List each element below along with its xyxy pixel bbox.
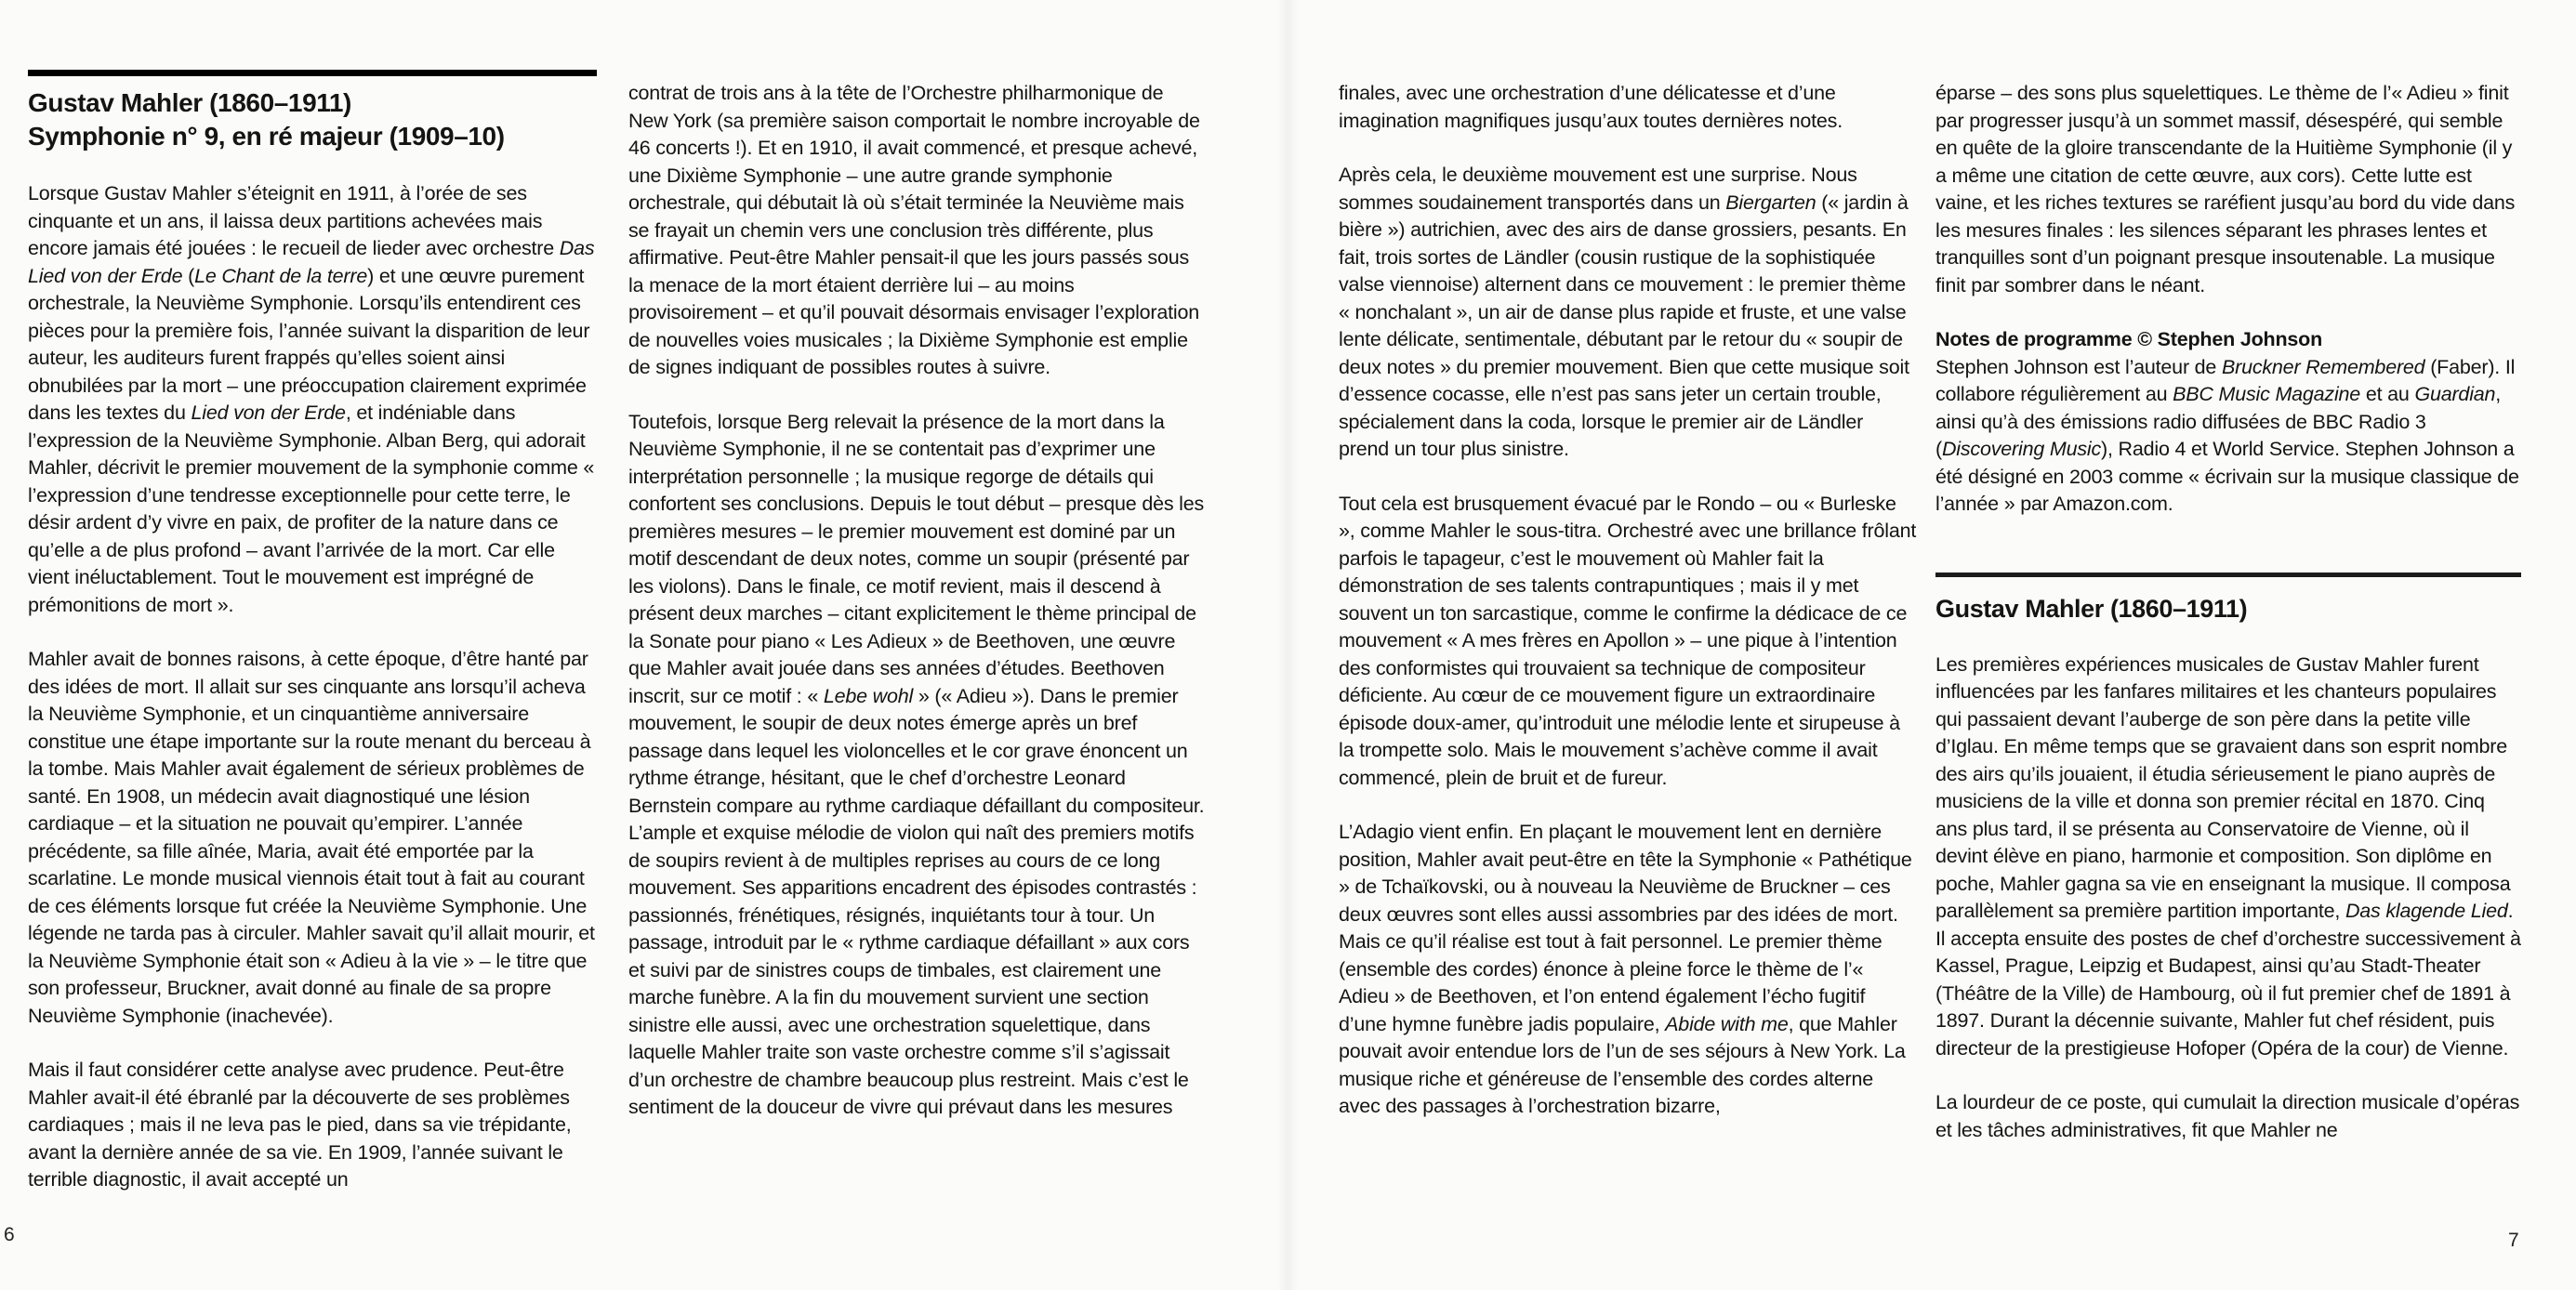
text-column-1 <box>28 70 597 1194</box>
separator-rule <box>1935 573 2521 577</box>
text-column-4 <box>1935 80 2521 1144</box>
body-paragraph: Tout cela est brusquement évacué par le Rondo – ou « Burleske », comme Mahler le sous-titra. Orchestré avec une brillance frôlant parfois le tapageur, c’est le mouvement où Mahler fait la démonstration de ses talents contrapuntiques ; mais il y met souvent un ton sarcastique, comme le confirme la dédicace de ce mouvement « A mes frères en Apollon » – une pique à l’intention des conformistes qui trouvaient sa technique de compositeur déficiente. Au cœur de ce mouvement figure un extraordinaire épisode doux-amer, qu’introduit une mélodie lente et sirupeuse à la trompette solo. Mais le mouvement s’achève comme il avait commencé, plein de bruit et de fureur. <box>1339 492 1917 789</box>
section-heading: Notes de programme © Stephen Johnson <box>1935 328 2323 350</box>
page-gutter <box>1277 0 1298 1290</box>
body-paragraph: Stephen Johnson est l’auteur de Bruckner Remembered (Faber). Il collabore régulièrement au BBC Music Magazine et au Guardian, ainsi qu’à des émissions radio diffusées de BBC Radio 3 (Discovering Music), Radio 4 et World Service. Stephen Johnson a été désigné en 2003 comme « écrivain sur la musique classique de l’année » par Amazon.com. <box>1935 355 2519 515</box>
body-paragraph: finales, avec une orchestration d’une délicatesse et d’une imagination magnifiques jusqu’aux toutes dernières notes. <box>1339 82 1843 132</box>
text-column-2 <box>628 80 1207 1122</box>
page-number-right: 7 <box>2508 1230 2519 1251</box>
page-number-left: 6 <box>4 1224 15 1245</box>
body-paragraph: éparse – des sons plus squelettiques. Le thème de l’« Adieu » finit par progresser jusqu’à un sommet massif, désespéré, qui semble en quête de la gloire transcendante de la Huitième Symphonie (il y a même une citation de cette œuvre, aux cors). Cette lutte est vaine, et les riches textures se raréfient jusqu’au bord du vide dans les mesures finales : les silences séparant les phrases lentes et tranquilles sont d’un poignant presque insoutenable. La musique finit par sombrer dans le néant. <box>1935 82 2516 296</box>
biography-heading: Gustav Mahler (1860–1911) <box>1935 594 2248 623</box>
body-paragraph: Mahler avait de bonnes raisons, à cette époque, d’être hanté par des idées de mort. Il allait sur ses cinquante ans lorsqu’il acheva la Neuvième Symphonie, et un cinquantième anniversaire constitue une étape importante sur la route menant du berceau à la tombe. Mais Mahler avait également de sérieux problèmes de santé. En 1908, un médecin avait diagnostiqué une lésion cardiaque – et la situation ne pouvait qu’empirer. L’année précédente, sa fille aînée, Maria, avait été emportée par la scarlatine. Le monde musical viennois était tout à fait au courant de ces éléments lorsque fut créée la Neuvième Symphonie. Une légende ne tarda pas à circuler. Mahler savait qu’il allait mourir, et la Neuvième Symphonie était son « Adieu à la vie » – le titre que son professeur, Bruckner, avait donné au finale de sa propre Neuvième Symphonie (inachevée). <box>28 648 595 1027</box>
body-paragraph: Les premières expériences musicales de Gustav Mahler furent influencées par les fanfares militaires et les chanteurs populaires qui passaient devant l’auberge de son père dans la petite ville d’Iglau. En même temps que se gravaient dans son esprit nombre des airs qu’ils jouaient, il étudia sérieusement le piano auprès de musiciens de la ville et donna son premier récital en 1870. Cinq ans plus tard, il se présenta au Conservatoire de Vienne, où il devint élève en piano, harmonie et composition. Son diplôme en poche, Mahler gagna sa vie en enseignant la musique. Il composa parallèlement sa première partition importante, Das klagende Lied. Il accepta ensuite des postes de chef d’orchestre successivement à Kassel, Prague, Leipzig et Budapest, ainsi qu’au Stadt-Theater (Théâtre de la Ville) de Hambourg, où il fut premier chef de 1891 à 1897. Durant la décennie suivante, Mahler fut chef résident, puis directeur de la prestigieuse Hofoper (Opéra de la cour) de Vienne. <box>1935 652 2521 1060</box>
body-paragraph: L’Adagio vient enfin. En plaçant le mouvement lent en dernière position, Mahler avait peut-être en tête la Symphonie « Pathétique » de Tchaïkovski, ou à nouveau la Neuvième de Bruckner – ces deux œuvres sont elles aussi assombries par des idées de mort. Mais ce qu’il réalise est tout à fait personnel. Le premier thème (ensemble des cordes) énonce à pleine force le thème de l’« Adieu » de Beethoven, et l’on entend également l’écho fugitif d’une hymne funèbre jadis populaire, Abide with me, que Mahler pouvait avoir entendue lors de l’un de ses séjours à New York. La musique riche et généreuse de l’ensemble des cordes alterne avec des passages à l’orchestration bizarre, <box>1339 821 1912 1117</box>
separator-rule <box>28 70 597 76</box>
body-paragraph: Après cela, le deuxième mouvement est une surprise. Nous sommes soudainement transportés dans un Biergarten (« jardin à bière ») autrichien, avec des airs de danse grossiers, pesants. En fait, trois sortes de Ländler (cousin rustique de la sophistiquée valse viennoise) alternent dans ce mouvement : le premier thème « nonchalant », un air de danse plus rapide et fruste, et une valse lente délicate, sentimentale, débutant par le retour du « soupir de deux notes » du premier mouvement. Bien que cette musique soit d’essence cocasse, elle n’est pas sans jeter un certain trouble, spécialement dans la coda, lorsque le premier air de Ländler prend un tour plus sinistre. <box>1339 164 1909 460</box>
body-paragraph: La lourdeur de ce poste, qui cumulait la direction musicale d’opéras et les tâches administratives, fit que Mahler ne <box>1935 1091 2520 1141</box>
body-paragraph: Toutefois, lorsque Berg relevait la présence de la mort dans la Neuvième Symphonie, il ne se contentait pas d’exprimer une interprétation personnelle ; la musique regorge de détails qui confortent ses conclusions. Depuis le tout début – presque dès les premières mesures – le premier mouvement est dominé par un motif descendant de deux notes, comme un soupir (présenté par les violons). Dans le finale, ce motif revient, mais il descend à présent deux marches – citant explicitement le thème principal de la Sonate pour piano « Les Adieux » de Beethoven, une œuvre que Mahler avait jouée dans ses années d’études. Beethoven inscrit, sur ce motif : « Lebe wohl » (« Adieu »). Dans le premier mouvement, le soupir de deux notes émerge après un bref passage dans lequel les violoncelles et le cor grave énoncent un rythme étrange, hésitant, que le chef d’orchestre Leonard Bernstein compare au rythme cardiaque défaillant du compositeur. L’ample et exquise mélodie de violon qui naît des premiers motifs de soupirs revient à de multiples reprises au cours de ce long mouvement. Ses apparitions encadrent des épisodes contrastés : passionnés, frénétiques, résignés, inquiétants tour à tour. Un passage, introduit par le « rythme cardiaque défaillant » aux cors et suivi par de sinistres coups de timbales, est clairement une marche funèbre. A la fin du mouvement survient une section sinistre elle aussi, avec une orchestration squelettique, dans laquelle Mahler traite son vaste orchestre comme s’il s’agissait d’un orchestre de chambre beaucoup plus restreint. Mais c’est le sentiment de la douceur de vivre qui prévaut dans les mesures <box>628 410 1205 1118</box>
heading-line: Symphonie n° 9, en ré majeur (1909–10) <box>28 122 505 151</box>
heading-line: Gustav Mahler (1860–1911) <box>28 88 351 117</box>
body-paragraph: contrat de trois ans à la tête de l’Orchestre philharmonique de New York (sa première saison comportait le nombre incroyable de 46 concerts !). Et en 1910, il avait commencé, et presque achevé, une Dixième Symphonie – une autre grande symphonie orchestrale, qui débutait là où s’était terminée la Neuvième mais se frayait un chemin vers une conclusion très différente, plus affirmative. Peut-être Mahler pensait-il que les jours passés sous la menace de la mort étaient derrière lui – au moins provisoirement – et qu’il pouvait désormais envisager l’exploration de nouvelles voies musicales ; la Dixième Symphonie est emplie de signes indiquant de possibles routes à suivre. <box>628 82 1200 378</box>
work-title-heading <box>28 86 597 153</box>
body-paragraph: Lorsque Gustav Mahler s’éteignit en 1911, à l’orée de ses cinquante et un ans, il laissa deux partitions achevées mais encore jamais été jouées : le recueil de lieder avec orchestre Das Lied von der Erde (Le Chant de la terre) et une œuvre purement orchestrale, la Neuvième Symphonie. Lorsqu’ils entendirent ces pièces pour la première fois, l’année suivant la disparition de leur auteur, les auditeurs furent frappés qu’elles soient ainsi obnubilées par la mort – une préoccupation clairement exprimée dans les textes du Lied von der Erde, et indéniable dans l’expression de la Neuvième Symphonie. Alban Berg, qui adorait Mahler, décrivit le premier mouvement de la symphonie comme « l’expression d’une tendresse exceptionnelle pour cette terre, le désir ardent d’y vivre en paix, de profiter de la nature dans ce qu’elle a de plus profond – avant l’arrivée de la mort. Car elle vient inéluctablement. Tout le mouvement est imprégné de prémonitions de mort ». <box>28 182 595 616</box>
body-paragraph: Mais il faut considérer cette analyse avec prudence. Peut-être Mahler avait-il été ébranlé par la découverte de ses problèmes cardiaques ; mais il ne leva pas le pied, dans sa vie trépidante, avant la dernière année de sa vie. En 1909, l’année suivant le terrible diagnostic, il avait accepté un <box>28 1059 572 1191</box>
text-column-3 <box>1339 80 1917 1121</box>
